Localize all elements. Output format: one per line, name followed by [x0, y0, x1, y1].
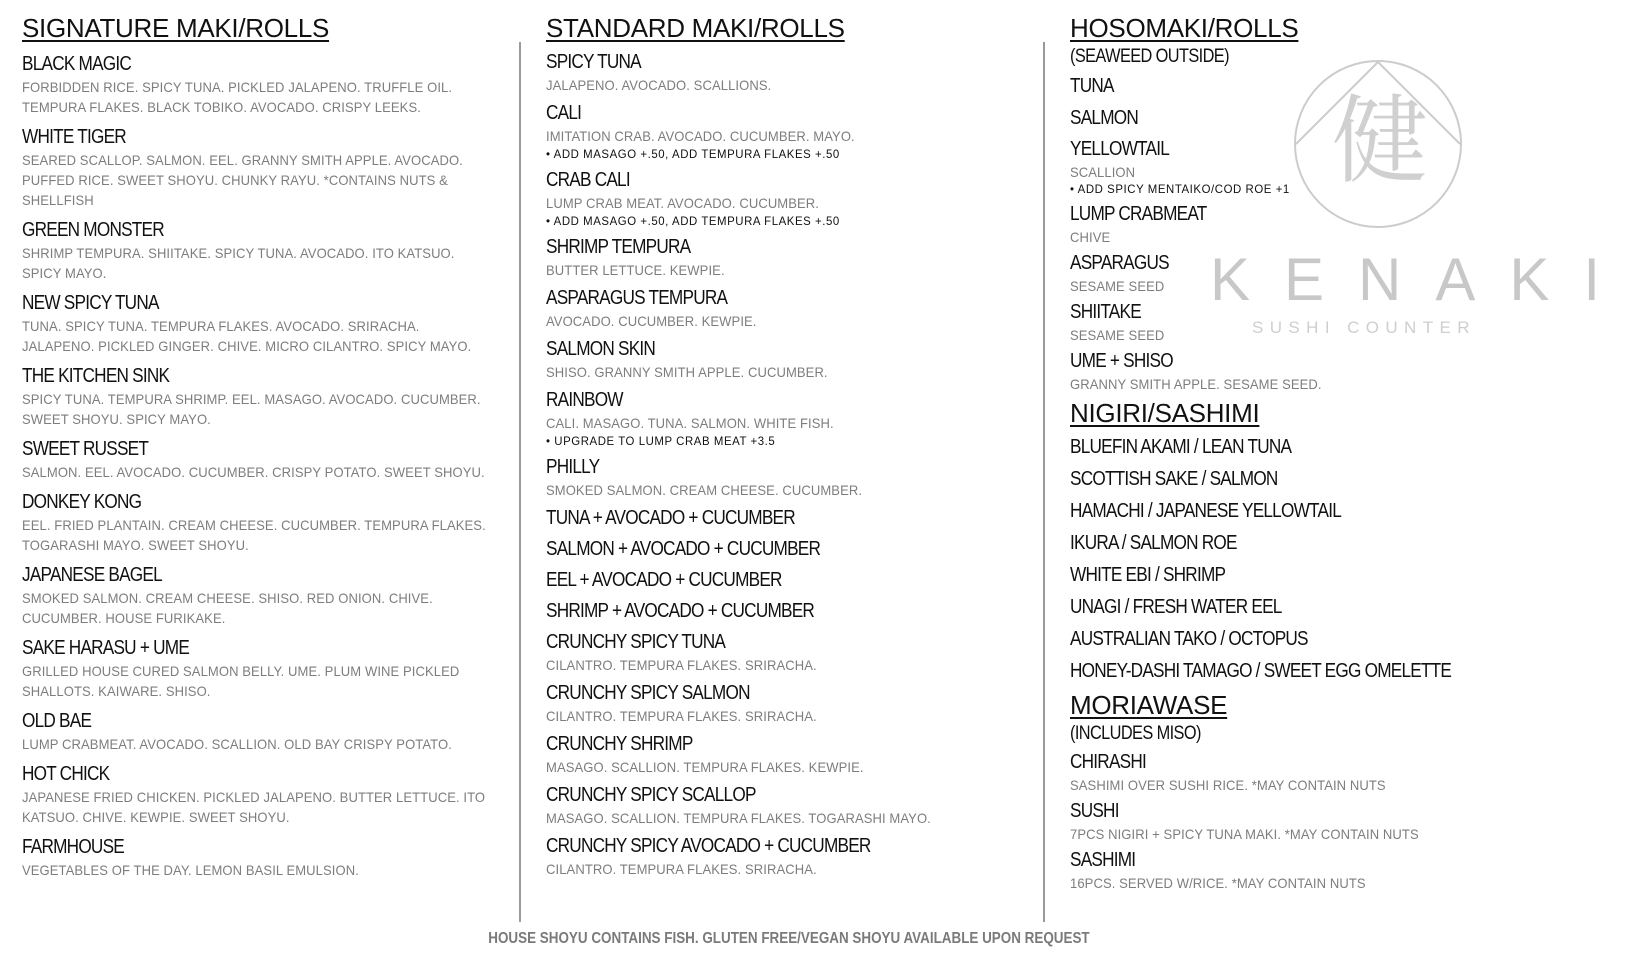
menu-item [546, 100, 1036, 162]
menu-item [22, 761, 512, 827]
menu-item-description: CILANTRO. TEMPURA FLAKES. SRIRACHA. [546, 861, 817, 877]
menu-item-description: SHRIMP TEMPURA. SHIITAKE. SPICY TUNA. AVOCADO. ITO KATSUO. SPICY MAYO. [22, 245, 455, 281]
menu-item-description: IMITATION CRAB. AVOCADO. CUCUMBER. MAYO. [546, 128, 855, 144]
menu-item-addon: • ADD MASAGO +.50, ADD TEMPURA FLAKES +.50 [546, 147, 840, 161]
menu-item-addon: • ADD MASAGO +.50, ADD TEMPURA FLAKES +.50 [546, 214, 840, 228]
nigiri-items [1070, 434, 1570, 685]
section-note-moriawase: (INCLUDES MISO) [1070, 723, 1201, 744]
menu-item-name: CRUNCHY SPICY SCALLOP [546, 784, 756, 806]
menu-item-name: YELLOWTAIL [1070, 138, 1170, 160]
menu-item-name: HOT CHICK [22, 763, 110, 785]
menu-item [546, 167, 1036, 229]
menu-item-description: MASAGO. SCALLION. TEMPURA FLAKES. TOGARASHI MAYO. [546, 810, 931, 826]
menu-item-name: CALI [546, 102, 582, 124]
menu-item-description: VEGETABLES OF THE DAY. LEMON BASIL EMULSION. [22, 862, 359, 878]
menu-item [1070, 466, 1570, 493]
menu-item-name: OLD BAE [22, 710, 92, 732]
section-title-signature: SIGNATURE MAKI/ROLLS [22, 13, 330, 43]
column-divider [519, 42, 521, 922]
menu-item-name: SHRIMP + AVOCADO + CUCUMBER [546, 600, 815, 622]
menu-item [22, 124, 512, 210]
menu-item-description: MASAGO. SCALLION. TEMPURA FLAKES. KEWPIE. [546, 759, 864, 775]
menu-item-addon: • UPGRADE TO LUMP CRAB MEAT +3.5 [546, 434, 776, 448]
section-title-hosomaki: HOSOMAKI/ROLLS [1070, 13, 1299, 43]
column-divider [1043, 42, 1045, 922]
menu-item-description: SCALLION [1070, 164, 1136, 180]
menu-item [22, 708, 512, 754]
menu-item-name: GREEN MONSTER [22, 219, 164, 241]
menu-item-description: SHISO. GRANNY SMITH APPLE. CUCUMBER. [546, 364, 828, 380]
menu-item-description: CILANTRO. TEMPURA FLAKES. SRIRACHA. [546, 708, 817, 724]
menu-item-description: SESAME SEED [1070, 278, 1165, 294]
menu-item-name: WHITE EBI / SHRIMP [1070, 564, 1226, 586]
menu-item-description: BUTTER LETTUCE. KEWPIE. [546, 262, 725, 278]
menu-item [22, 635, 512, 701]
menu-item [22, 489, 512, 555]
menu-item [546, 387, 1036, 449]
menu-item [1070, 434, 1570, 461]
menu-item [546, 782, 1036, 828]
menu-item [1070, 348, 1570, 393]
menu-item-name: CHIRASHI [1070, 751, 1147, 773]
menu-item [1070, 562, 1570, 589]
menu-item-name: JAPANESE BAGEL [22, 564, 162, 586]
menu-item-description: SESAME SEED [1070, 327, 1165, 343]
kenaki-logo [1210, 58, 1634, 348]
section-note-hosomaki: (SEAWEED OUTSIDE) [1070, 46, 1229, 67]
menu-item [546, 680, 1036, 726]
menu-item-name: SAKE HARASU + UME [22, 637, 190, 659]
menu-item-description: SALMON. EEL. AVOCADO. CUCUMBER. CRISPY POTATO. SWEET SHOYU. [22, 464, 485, 480]
menu-item-description: TUNA. SPICY TUNA. TEMPURA FLAKES. AVOCADO. SRIRACHA. JALAPENO. PICKLED GINGER. CHIVE. MICRO CILANTRO. SPICY MAYO. [22, 318, 472, 354]
moriawase-items [1070, 749, 1570, 892]
menu-item-description: CHIVE [1070, 229, 1111, 245]
menu-item-name: SHRIMP TEMPURA [546, 236, 691, 258]
menu-item-description: FORBIDDEN RICE. SPICY TUNA. PICKLED JALAPENO. TRUFFLE OIL. TEMPURA FLAKES. BLACK TOBIKO. AVOCADO. CRISPY LEEKS. [22, 79, 453, 115]
menu-item [546, 629, 1036, 675]
menu-item-name: EEL + AVOCADO + CUCUMBER [546, 569, 782, 591]
menu-item-name: FARMHOUSE [22, 836, 124, 858]
menu-item-name: TUNA [1070, 75, 1114, 97]
menu-item-name: AUSTRALIAN TAKO / OCTOPUS [1070, 628, 1308, 650]
logo-kanji: 健 [1332, 85, 1428, 197]
menu-item [22, 834, 512, 880]
menu-item [546, 536, 1036, 562]
footer-text: HOUSE SHOYU CONTAINS FISH. GLUTEN FREE/VEGAN SHOYU AVAILABLE UPON REQUEST [488, 930, 1090, 947]
menu-item [546, 285, 1036, 331]
menu-item [546, 49, 1036, 95]
menu-item-name: CRUNCHY SHRIMP [546, 733, 693, 755]
menu-item [546, 234, 1036, 280]
menu-item-name: SASHIMI [1070, 849, 1136, 871]
section-title-moriawase: MORIAWASE [1070, 690, 1228, 720]
menu-item-name: CRUNCHY SPICY TUNA [546, 631, 726, 653]
menu-item-name: SUSHI [1070, 800, 1119, 822]
menu-item-name: RAINBOW [546, 389, 623, 411]
menu-item-name: TUNA + AVOCADO + CUCUMBER [546, 507, 795, 529]
menu-item [22, 436, 512, 482]
menu-item-name: CRUNCHY SPICY SALMON [546, 682, 750, 704]
menu-item-name: WHITE TIGER [22, 126, 126, 148]
menu-item-description: GRANNY SMITH APPLE. SESAME SEED. [1070, 376, 1322, 392]
menu-item-name: PHILLY [546, 456, 600, 478]
menu-item-description: EEL. FRIED PLANTAIN. CREAM CHEESE. CUCUMBER. TEMPURA FLAKES. TOGARASHI MAYO. SWEET SHOYU. [22, 517, 486, 553]
menu-item [22, 290, 512, 356]
standard-rolls-column [546, 12, 1036, 879]
menu-item [1070, 594, 1570, 621]
menu-item-description: SASHIMI OVER SUSHI RICE. *MAY CONTAIN NUTS [1070, 777, 1386, 793]
menu-item [1070, 530, 1570, 557]
menu-item-description: 16PCS. SERVED W/RICE. *MAY CONTAIN NUTS [1070, 875, 1366, 891]
menu-item-name: SPICY TUNA [546, 51, 641, 73]
menu-item-description: JAPANESE FRIED CHICKEN. PICKLED JALAPENO. BUTTER LETTUCE. ITO KATSUO. CHIVE. KEWPIE. SWEET SHOYU. [22, 789, 486, 825]
menu-item-description: AVOCADO. CUCUMBER. KEWPIE. [546, 313, 757, 329]
menu-item-name: SHIITAKE [1070, 301, 1141, 323]
menu-item-description: SEARED SCALLOP. SALMON. EEL. GRANNY SMITH APPLE. AVOCADO. PUFFED RICE. SWEET SHOYU. CHUNKY RAYU. *CONTAINS NUTS & SHELLFISH [22, 152, 463, 208]
menu-item [546, 567, 1036, 593]
menu-item-name: NEW SPICY TUNA [22, 292, 159, 314]
menu-item [1070, 847, 1570, 892]
menu-item-description: LUMP CRAB MEAT. AVOCADO. CUCUMBER. [546, 195, 820, 211]
menu-item-description: SPICY TUNA. TEMPURA SHRIMP. EEL. MASAGO. AVOCADO. CUCUMBER. SWEET SHOYU. SPICY MAYO. [22, 391, 481, 427]
menu-item-description: 7PCS NIGIRI + SPICY TUNA MAKI. *MAY CONTAIN NUTS [1070, 826, 1419, 842]
menu-item-description: LUMP CRABMEAT. AVOCADO. SCALLION. OLD BAY CRISPY POTATO. [22, 736, 452, 752]
footer-note [0, 928, 1578, 950]
menu-item [546, 454, 1036, 500]
menu-item [22, 51, 512, 117]
menu-item-name: LUMP CRABMEAT [1070, 203, 1207, 225]
menu-item [1070, 658, 1570, 685]
menu-item-name: UME + SHISO [1070, 350, 1173, 372]
menu-item [1070, 626, 1570, 653]
menu-item-description: CILANTRO. TEMPURA FLAKES. SRIRACHA. [546, 657, 817, 673]
menu-item-name: THE KITCHEN SINK [22, 365, 170, 387]
menu-item [1070, 749, 1570, 794]
menu-item [546, 598, 1036, 624]
menu-item [22, 562, 512, 628]
menu-item-description: SMOKED SALMON. CREAM CHEESE. SHISO. RED ONION. CHIVE. CUCUMBER. HOUSE FURIKAKE. [22, 590, 433, 626]
menu-item-name: BLUEFIN AKAMI / LEAN TUNA [1070, 436, 1292, 458]
menu-item-description: GRILLED HOUSE CURED SALMON BELLY. UME. PLUM WINE PICKLED SHALLOTS. KAIWARE. SHISO. [22, 663, 460, 699]
logo-tagline: SUSHI COUNTER [1252, 318, 1476, 337]
menu-item [22, 363, 512, 429]
menu-item-name: CRUNCHY SPICY AVOCADO + CUCUMBER [546, 835, 871, 857]
menu-item [546, 731, 1036, 777]
menu-item-name: SALMON + AVOCADO + CUCUMBER [546, 538, 821, 560]
menu-item-name: HONEY-DASHI TAMAGO / SWEET EGG OMELETTE [1070, 660, 1452, 682]
menu-item-addon: • ADD SPICY MENTAIKO/COD ROE +1 [1070, 182, 1290, 196]
menu-item-name: CRAB CALI [546, 169, 630, 191]
logo-wordmark: KENAKI [1210, 246, 1634, 313]
menu-item-name: SALMON SKIN [546, 338, 656, 360]
signature-rolls-column [22, 12, 512, 880]
menu-item-name: ASPARAGUS TEMPURA [546, 287, 728, 309]
menu-item-name: HAMACHI / JAPANESE YELLOWTAIL [1070, 500, 1341, 522]
menu-item [1070, 798, 1570, 843]
menu-item-name: UNAGI / FRESH WATER EEL [1070, 596, 1282, 618]
menu-item-description: SMOKED SALMON. CREAM CHEESE. CUCUMBER. [546, 482, 863, 498]
section-title-standard: STANDARD MAKI/ROLLS [546, 13, 845, 43]
menu-item-description: JALAPENO. AVOCADO. SCALLIONS. [546, 77, 772, 93]
menu-item-name: SWEET RUSSET [22, 438, 149, 460]
menu-item [546, 336, 1036, 382]
menu-item-name: DONKEY KONG [22, 491, 142, 513]
menu-item [546, 505, 1036, 531]
menu-item-name: IKURA / SALMON ROE [1070, 532, 1237, 554]
menu-item-name: BLACK MAGIC [22, 53, 132, 75]
section-title-nigiri: NIGIRI/SASHIMI [1070, 398, 1260, 428]
menu-item-name: SALMON [1070, 107, 1139, 129]
menu-item [22, 217, 512, 283]
menu-item-description: CALI. MASAGO. TUNA. SALMON. WHITE FISH. [546, 415, 834, 431]
signature-items [22, 51, 512, 880]
menu-item-name: SCOTTISH SAKE / SALMON [1070, 468, 1278, 490]
menu-item [546, 833, 1036, 879]
standard-items [546, 49, 1036, 879]
menu-item [1070, 498, 1570, 525]
menu-item-name: ASPARAGUS [1070, 252, 1169, 274]
